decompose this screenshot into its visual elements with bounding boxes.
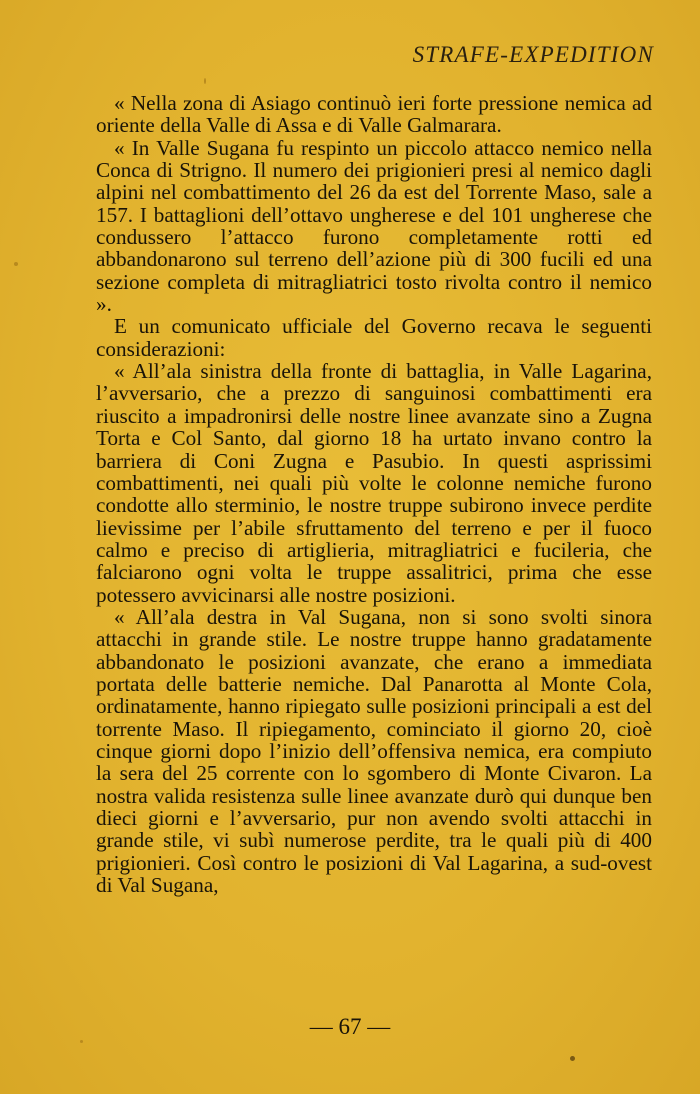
body-text <box>96 92 652 896</box>
paper-speck <box>570 1056 575 1061</box>
page-number: — 67 — <box>309 1014 391 1039</box>
running-head: STRAFE-EXPEDITION <box>412 42 654 67</box>
paragraph: « In Valle Sugana fu respinto un piccolo attacco nemico nella Conca di Strigno. Il numero dei prigionieri presi al nemico dagli alpini nel combattimento del 26 da est del Torrente Maso, sale a 157. I battaglioni dell’ottavo ungherese e del 101 ungherese che condussero l’attacco furono completamente rotti ed abbandonarono sul terreno dell’azione più di 300 fucili ed una sezione completa di mitragliatrici tosto rivolta contro il nemico ». <box>96 135 652 317</box>
paragraph: « Nella zona di Asiago continuò ieri forte pressione nemica ad oriente della Valle di Assa e di Valle Galmarara. <box>96 91 652 138</box>
paper-speck <box>204 78 206 84</box>
paper-speck <box>14 262 18 266</box>
paragraph: « All’ala sinistra della fronte di battaglia, in Valle Lagarina, l’avversario, che a prezzo di sanguinosi combattimenti era riuscito a impadronirsi delle nostre linee avanzate sino a Zugna Torta e Col Santo, dal giorno 18 ha urtato invano contro la barriera di Coni Zugna e Pasubio. In questi asprissimi combattimenti, nei quali più volte le colonne nemiche furono condotte allo sterminio, le nostre truppe subirono invece perdite lievissime per l’abile sfruttamento del terreno e per il fuoco calmo e preciso di artiglieria, mitragliatrici e fucileria, che falciarono ogni volta le truppe assalitrici, prima che esse potessero avvicinarsi alle nostre posizioni. <box>96 359 652 607</box>
paper-speck <box>80 1040 83 1043</box>
paragraph: E un comunicato ufficiale del Governo recava le seguenti considerazioni: <box>96 314 652 361</box>
paragraph: « All’ala destra in Val Sugana, non si sono svolti sinora attacchi in grande stile. Le nostre truppe hanno gradatamente abbandonato le posizioni avanzate, che erano a immediata portata delle batterie nemiche. Dal Panarotta al Monte Cola, ordinatamente, hanno ripiegato sulle posizioni principali a est del torrente Maso. Il ripiegamento, cominciato il giorno 20, cioè cinque giorni dopo l’inizio dell’offensiva nemica, era compiuto la sera del 25 corrente con lo sgombero di Monte Civaron. La nostra valida resistenza sulle linee avanzate durò qui dunque ben dieci giorni e l’avversario, pur non avendo svolti attacchi in grande stile, vi subì numerose perdite, tra le quali più di 400 prigionieri. Così contro le posizioni di Val Lagarina, a sud-ovest di Val Sugana, <box>96 604 652 898</box>
